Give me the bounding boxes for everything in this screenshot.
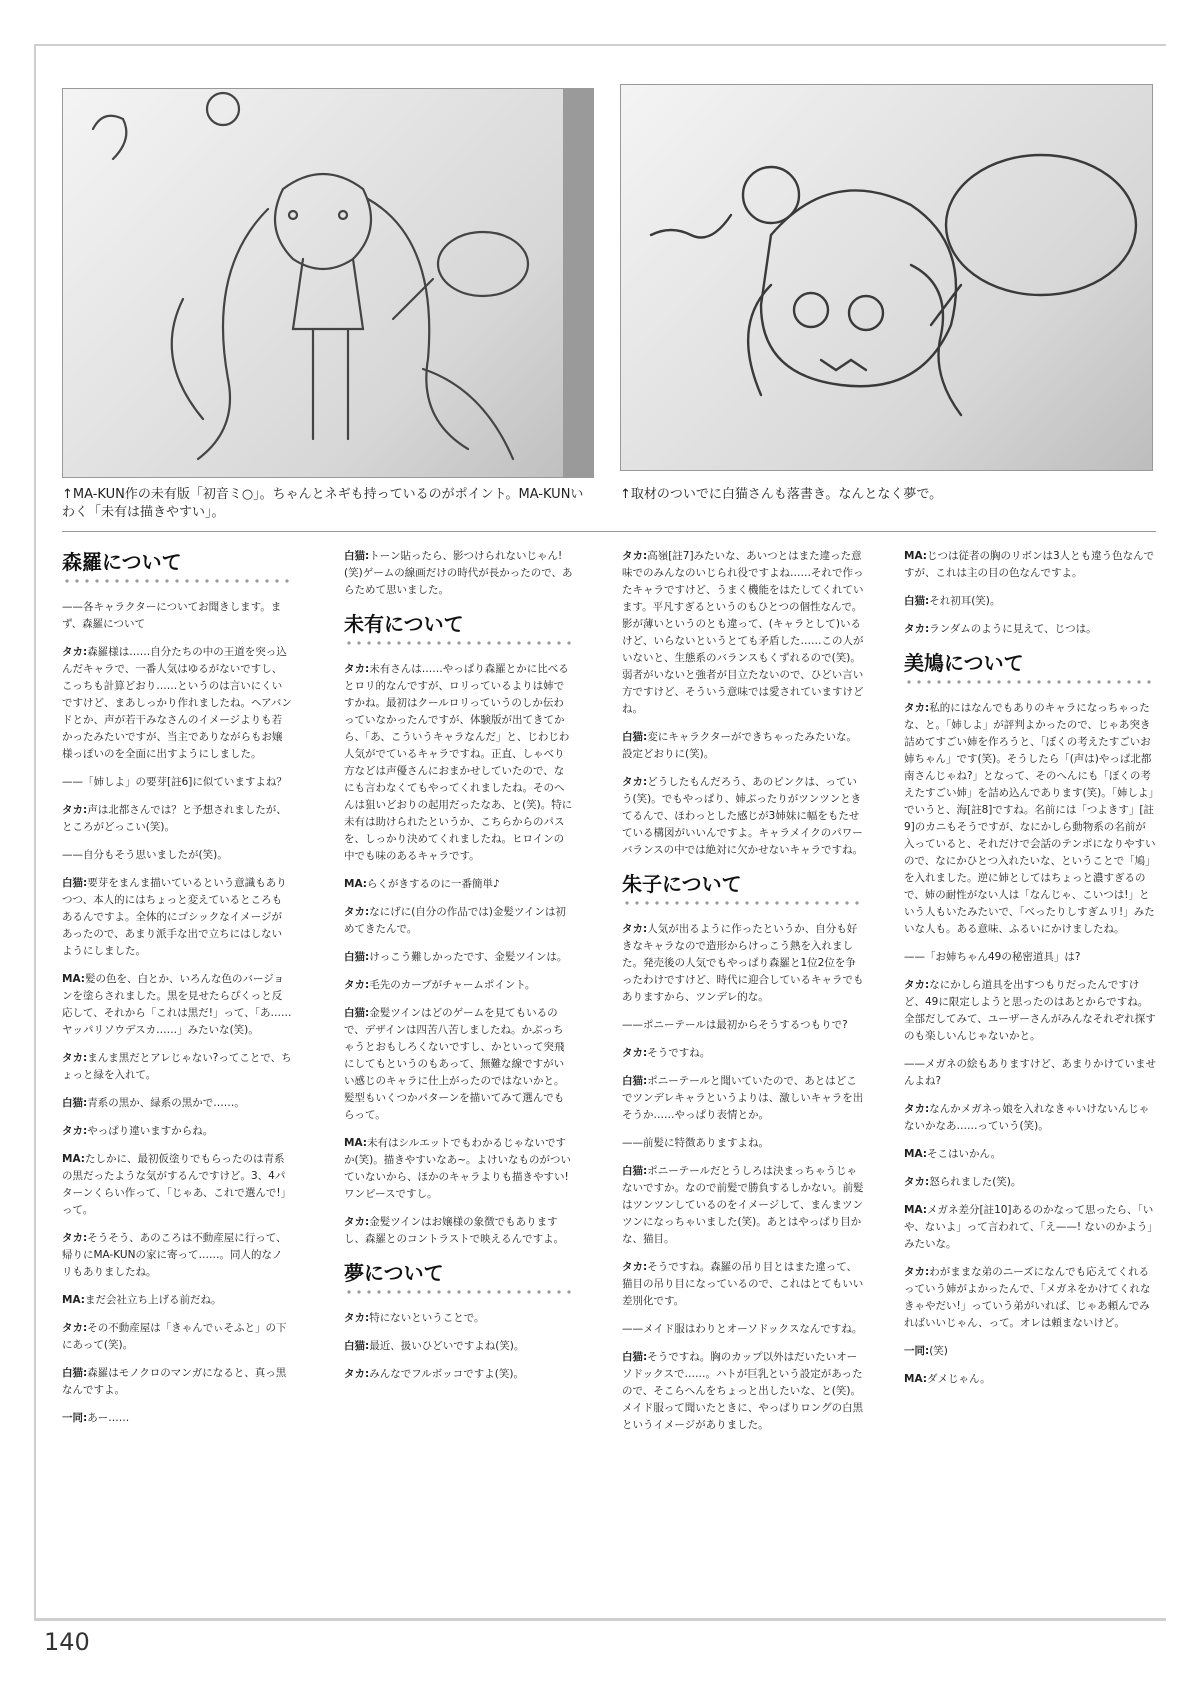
paragraph-text: 森羅様は……自分たちの中の王道を突っ込んだキャラで、一番人気はゆるがないですし、こっちも計算どおり……というのは言いにくいですけど、まあしっかり作れましたね。ヘアバンドとか、声が若干みなさんのイメージよりも若かったみたいですが、当主でありながらもお嬢様っぽいのを全面に出すようにしました。 xyxy=(62,646,292,760)
paragraph-text: なにかしら道具を出すつもりだったんですけど、49に限定しようと思ったのはあとからですね。全部だしてみて、ユーザーさんがみんなそれぞれ探すのも楽しいんじゃないかと。 xyxy=(904,979,1156,1042)
paragraph-text: 人気が出るように作ったというか、自分も好きなキャラなので造形からけっこう熱を入れました。発売後の人気でもやっぱり森羅と1位2位を争ったわけですけど、時代に迎合しているキャラでもありますから、ツンデレ的な。 xyxy=(622,923,864,1003)
interview-paragraph xyxy=(622,1135,864,1152)
heading-dotted-rule xyxy=(344,1288,574,1296)
section-heading: 美鳩について xyxy=(904,651,1024,675)
paragraph-text: そうそう、あのころは不動産屋に行って、帰りにMA-KUNの家に寄って……。同人的なノリもありましたね。 xyxy=(62,1232,287,1278)
text-column-2 xyxy=(344,548,574,1394)
speaker-label: 白猫: xyxy=(344,951,370,963)
speaker-label: タカ: xyxy=(904,702,930,714)
paragraph-text: ——「姉しよ」の要芽[註6]に似ていますよね？ xyxy=(62,776,287,788)
paragraph-text: 毛先のカーブがチャームポイント。 xyxy=(369,979,536,991)
paragraph-text: メガネ差分[註10]あるのかなって思ったら、「いや、ないよ」って言われて、「え——! ないのかよう」みたいな。 xyxy=(904,1204,1154,1250)
paragraph-text: (笑) xyxy=(929,1345,948,1357)
speaker-label: タカ: xyxy=(622,1047,648,1059)
interview-paragraph xyxy=(904,977,1156,1045)
interview-paragraph xyxy=(622,1259,864,1310)
section-divider xyxy=(62,531,1156,532)
paragraph-text: らくがきするのに一番簡単♪ xyxy=(366,878,500,890)
speaker-label: 白猫: xyxy=(622,1351,648,1363)
interview-paragraph xyxy=(344,1135,574,1203)
interview-paragraph xyxy=(622,774,864,859)
paragraph-text: ポニーテールと聞いていたので、あとはどこでツンデレキャラというよりは、激しいキャラを出そうか……やっぱり表情とか。 xyxy=(622,1075,864,1121)
speaker-label: MA: xyxy=(904,1204,927,1216)
paragraph-text: ダメじゃん。 xyxy=(926,1373,991,1385)
interview-paragraph xyxy=(904,1101,1156,1135)
paragraph-text: 変にキャラクターができちゃったみたいな。設定どおりに(笑)。 xyxy=(622,731,857,760)
section-heading: 朱子について xyxy=(622,872,742,896)
whiteboard-doodle-drawing xyxy=(63,89,593,477)
paragraph-text: ——メガネの絵もありますけど、あまりかけていませんよね? xyxy=(904,1058,1156,1087)
interview-paragraph xyxy=(622,548,864,718)
paragraph-text: 高嶺[註7]みたいな、あいつとはまた違った意味でのみんなのいじられ役ですよね……それで作ったキャラですけど、うまく機能をはたしてくれています。平凡すぎるというのもひとつの個性なんで。影が薄いというのとも違って、(キャラとして)いるけど、いらないというとても矛盾した……この人がいないと、生態系のバランスもくずれるので(笑)。弱者がいないと強者が目立たないので、ひどい言い方ですけど、そういう意味では愛されていますけどね。 xyxy=(622,550,864,715)
paragraph-text: たしかに、最初仮塗りでもらったのは青系の黒だったような気がするんですけど。3、4パターンくらい作って、「じゃあ、これで選んで!」って。 xyxy=(62,1153,292,1216)
whiteboard-photo-hatsune xyxy=(62,88,594,478)
paragraph-text: ——各キャラクターについてお聞きします。まず、森羅について xyxy=(62,601,282,630)
photo-caption-right: ↑取材のついでに白猫さんも落書き。なんとなく夢で。 xyxy=(620,487,943,502)
interview-paragraph xyxy=(904,1202,1156,1253)
interview-paragraph xyxy=(622,1349,864,1434)
speaker-label: 白猫: xyxy=(622,1165,648,1177)
speaker-label: タカ: xyxy=(904,979,930,991)
interview-paragraph xyxy=(344,548,574,599)
speaker-label: タカ: xyxy=(622,1261,648,1273)
paragraph-text: 森羅はモノクロのマンガになると、真っ黒なんですよ。 xyxy=(62,1367,287,1396)
speaker-label: MA: xyxy=(62,1294,85,1306)
paragraph-text: 金髪ツインはどのゲームを見てもいるので、デザインは四苦八苦しましたね。かぶっちゃうとおもしろくないですし、かといって突飛にしてもというのもあって、無難な線ですがいい感じのキャラに仕上がったのではないかと。髪型もいくつかパターンを描いてみて選んでもらって。 xyxy=(344,1007,565,1121)
paragraph-text: どうしたもんだろう、あのピンクは、っていう(笑)。でもやっぱり、姉ぶったりがツンツンときてるんで、ほわっとした感じが3姉妹に幅をもたせている構図がいいんですよ。キャラメイクのパワーバランスの中では絶対に欠かせないキャラですね。 xyxy=(622,776,864,856)
interview-paragraph xyxy=(622,1321,864,1338)
speaker-label: タカ: xyxy=(904,1266,930,1278)
speaker-label: タカ: xyxy=(904,623,930,635)
paragraph-text: 声は北都さんでは？と予想されましたが、ところがどっこい(笑)。 xyxy=(62,804,287,833)
interview-paragraph xyxy=(904,1371,1156,1388)
paragraph-text: そうですね。森羅の吊り目とはまた違って、猫目の吊り目になっているので、これはとてもいい差別化です。 xyxy=(622,1261,864,1307)
speaker-label: タカ: xyxy=(62,646,88,658)
text-column-4 xyxy=(904,548,1156,1399)
interview-paragraph xyxy=(622,1017,864,1034)
speaker-label: 白猫: xyxy=(904,595,930,607)
section-heading: 未有について xyxy=(344,612,464,636)
speaker-label: タカ: xyxy=(904,1103,930,1115)
interview-paragraph xyxy=(62,1230,292,1281)
speaker-label: 白猫: xyxy=(622,731,648,743)
heading-dotted-rule xyxy=(62,577,292,585)
paragraph-text: けっこう難しかったです、金髪ツインは。 xyxy=(369,951,568,963)
paragraph-text: ポニーテールだとうしろは決まっちゃうじゃないですか。なので前髪で勝負するしかない。前髪はツンツンしているのをイメージして、まんまツンツンになっちゃいました(笑)。あとはやっぱり目かな、猫目。 xyxy=(622,1165,864,1245)
interview-paragraph xyxy=(62,599,292,633)
interview-paragraph xyxy=(344,904,574,938)
paragraph-text: 金髪ツインはお嬢様の象徴でもありますし、森羅とのコントラストで映えるんですよ。 xyxy=(344,1216,565,1245)
speaker-label: 白猫: xyxy=(62,1367,88,1379)
paragraph-text: まんま黒だとアレじゃない?ってことで、ちょっと緑を入れて。 xyxy=(62,1052,292,1081)
speaker-label: タカ: xyxy=(62,1052,88,1064)
paragraph-text: 未有はシルエットでもわかるじゃないですか(笑)。描きやすいなあ~。よけいなものがついていないから、ほかのキャラよりも描きやすい!ワンピースですし。 xyxy=(344,1137,571,1200)
interview-paragraph xyxy=(62,774,292,791)
interview-paragraph xyxy=(904,593,1156,610)
interview-paragraph xyxy=(904,700,1156,938)
interview-paragraph xyxy=(904,1264,1156,1332)
paragraph-text: ——自分もそう思いましたが(笑)。 xyxy=(62,849,228,861)
paragraph-text: それ初耳(笑)。 xyxy=(929,595,1001,607)
paragraph-text: そうですね。胸のカップ以外はだいたいオーソドックスで……。ハトが巨乳という設定があったので、そこらへんをちょっと出したいな、と(笑)。メイド服って聞いたときに、やっぱりロングの白黒というイメージがありました。 xyxy=(622,1351,864,1431)
interview-paragraph xyxy=(344,977,574,994)
section-heading: 森羅について xyxy=(62,550,182,574)
interview-paragraph xyxy=(62,971,292,1039)
speaker-label: MA: xyxy=(344,878,367,890)
photo-caption-left: ↑MA-KUN作の未有版「初音ミ○」。ちゃんとネギも持っているのがポイント。MA-KUNいわく「未有は描きやすい」。 xyxy=(62,487,584,520)
speaker-label: 一同: xyxy=(904,1345,930,1357)
paragraph-text: 私的にはなんでもありのキャラになっちゃったな、と。「姉しよ」が評判よかったので、じゃあ突き詰めてすごい姉を作ろうと、「ぼくの考えたすごいお姉ちゃん」です(笑)。そうしたら「(声は)やっぱ北都南さんじゃね?」となって、そのへんにも「ぼくの考えたすごい姉」を詰め込んであります(笑)。「姉しよ」でいうと、海[註8]ですね。名前には「つよきす」[註9]のカニもそうですが、なにかしら動物系の名前が入っていると、それだけで会話のテンポになりやすいので、なにかひとつ入れたいな、ということで「鳩」を入れました。逆に姉としてはちょっと濃すぎるので、姉の耐性がない人は「なんじゃ、こいつは!」という人もいたみたいで、「べったりしすぎムリ!」みたいな人も。ある意味、ふるいにかけましたね。 xyxy=(904,702,1156,935)
paragraph-text: わがままな弟のニーズになんでも応えてくれるっていう姉がよかったんで、「メガネをかけてくれなきゃやだい!」っていう弟がいれば、じゃあ頼んでみればいいじゃん、って。オレは頼まないけど。 xyxy=(904,1266,1151,1329)
speaker-label: 一同: xyxy=(62,1412,88,1424)
speaker-label: MA: xyxy=(904,1148,927,1160)
interview-paragraph xyxy=(62,1410,292,1427)
interview-paragraph xyxy=(344,1310,574,1327)
paragraph-text: そうですね。 xyxy=(647,1047,711,1059)
interview-paragraph xyxy=(344,1005,574,1124)
interview-paragraph xyxy=(904,1056,1156,1090)
speaker-label: 白猫: xyxy=(344,1007,370,1019)
paragraph-text: ——ポニーテールは最初からそうするつもりで? xyxy=(622,1019,848,1031)
interview-paragraph xyxy=(622,729,864,763)
interview-paragraph xyxy=(62,1365,292,1399)
speaker-label: タカ: xyxy=(904,1176,930,1188)
speaker-label: タカ: xyxy=(62,1125,88,1137)
speaker-label: タカ: xyxy=(62,1322,88,1334)
speaker-label: 白猫: xyxy=(62,1097,88,1109)
interview-paragraph xyxy=(62,1320,292,1354)
text-column-3 xyxy=(622,548,864,1445)
interview-paragraph xyxy=(622,1073,864,1124)
heading-dotted-rule xyxy=(622,899,864,907)
interview-paragraph xyxy=(904,1146,1156,1163)
speaker-label: タカ: xyxy=(344,1368,370,1380)
interview-paragraph xyxy=(62,847,292,864)
paragraph-text: あー…… xyxy=(87,1412,130,1424)
interview-paragraph xyxy=(622,1045,864,1062)
speaker-label: タカ: xyxy=(344,906,370,918)
paragraph-text: 最近、扱いひどいですよね(笑)。 xyxy=(369,1340,525,1352)
paragraph-text: トーン貼ったら、影つけられないじゃん!(笑)ゲームの線画だけの時代が長かったので、あらためて思いました。 xyxy=(344,550,573,596)
paragraph-text: 特にないということで。 xyxy=(369,1312,485,1324)
section-heading: 夢について xyxy=(344,1261,444,1285)
speaker-label: タカ: xyxy=(622,550,648,562)
speaker-label: 白猫: xyxy=(622,1075,648,1087)
whiteboard-photo-shironeko xyxy=(620,84,1153,471)
interview-paragraph xyxy=(904,621,1156,638)
interview-paragraph xyxy=(904,949,1156,966)
whiteboard-doodle-drawing xyxy=(621,85,1152,470)
interview-paragraph xyxy=(344,1214,574,1248)
speaker-label: 白猫: xyxy=(62,877,88,889)
speaker-label: タカ: xyxy=(62,1232,88,1244)
paragraph-text: その不動産屋は「きゃんでぃそふと」の下にあって(笑)。 xyxy=(62,1322,287,1351)
speaker-label: MA: xyxy=(62,1153,85,1165)
interview-paragraph xyxy=(622,921,864,1006)
interview-paragraph xyxy=(62,802,292,836)
speaker-label: タカ: xyxy=(622,923,648,935)
speaker-label: MA: xyxy=(904,1373,927,1385)
interview-paragraph xyxy=(62,644,292,763)
speaker-label: タカ: xyxy=(344,979,370,991)
paragraph-text: 髪の色を、白とか、いろんな色のバージョンを塗らされました。黒を見せたらぴくっと反応して、それから「これは黒だ!」って、「あ……ヤッパリソウデスカ……」みたいな(笑)。 xyxy=(62,973,292,1036)
interview-paragraph xyxy=(62,1123,292,1140)
interview-paragraph xyxy=(62,875,292,960)
speaker-label: 白猫: xyxy=(344,550,370,562)
interview-paragraph xyxy=(904,1343,1156,1360)
interview-paragraph xyxy=(62,1095,292,1112)
interview-paragraph xyxy=(344,661,574,865)
paragraph-text: 怒られました(笑)。 xyxy=(929,1176,1022,1188)
heading-dotted-rule xyxy=(344,639,574,647)
speaker-label: MA: xyxy=(62,973,85,985)
paragraph-text: ——メイド服はわりとオーソドックスなんですね。 xyxy=(622,1323,863,1335)
speaker-label: タカ: xyxy=(62,804,88,816)
paragraph-text: 未有さんは……やっぱり森羅とかに比べるとロリ的なんですが、ロリっているよりは姉ですかね。最初はクールロリっていうのしか伝わっていなかったんですが、体験版が出てきてから、「あ、こういうキャラなんだ」と、じわじわ人気がでているキャラですね。正直、しゃべり方などは声優さんにおまかせしていたので、なにも言わなくてもやってくれましたね。そのへんは狙いどおりの起用だったなあ、と(笑)。特に未有は助けられたというか、こちらからのパスを、しっかり決めてくれましたね。ヒロインの中でも味のあるキャラです。 xyxy=(344,663,573,862)
paragraph-text: なにげに(自分の作品では)金髪ツインは初めてきたんで。 xyxy=(344,906,566,935)
interview-paragraph xyxy=(344,1366,574,1383)
paragraph-text: なんかメガネっ娘を入れなきゃいけないんじゃないかなあ……っていう(笑)。 xyxy=(904,1103,1150,1132)
interview-paragraph xyxy=(344,1338,574,1355)
interview-paragraph xyxy=(622,1163,864,1248)
interview-paragraph xyxy=(62,1050,292,1084)
speaker-label: タカ: xyxy=(344,663,370,675)
text-column-1 xyxy=(62,548,292,1438)
paragraph-text: 青系の黒か、緑系の黒かで……。 xyxy=(87,1097,245,1109)
speaker-label: タカ: xyxy=(344,1216,370,1228)
interview-paragraph xyxy=(344,876,574,893)
paragraph-text: やっぱり違いますからね。 xyxy=(87,1125,214,1137)
paragraph-text: ランダムのように見えて、じつは。 xyxy=(929,623,1097,635)
interview-paragraph xyxy=(62,1151,292,1219)
interview-paragraph xyxy=(904,1174,1156,1191)
speaker-label: MA: xyxy=(344,1137,367,1149)
paragraph-text: じつは従者の胸のリボンは3人とも違う色なんですが、これは主の目の色なんですよ。 xyxy=(904,550,1155,579)
interview-paragraph xyxy=(904,548,1156,582)
heading-dotted-rule xyxy=(904,678,1156,686)
speaker-label: MA: xyxy=(904,550,927,562)
paragraph-text: まだ会社立ち上げる前だね。 xyxy=(84,1294,222,1306)
paragraph-text: ——「お姉ちゃん49の秘密道具」は? xyxy=(904,951,1081,963)
speaker-label: 白猫: xyxy=(344,1340,370,1352)
paragraph-text: そこはいかん。 xyxy=(926,1148,1002,1160)
interview-paragraph xyxy=(62,1292,292,1309)
page-number: 140 xyxy=(44,1628,90,1656)
speaker-label: タカ: xyxy=(622,776,648,788)
interview-paragraph xyxy=(344,949,574,966)
paragraph-text: 要芽をまんま描いているという意識もありつつ、本人的にはちょっと変えているところもあるんですよ。全体的にゴシックなイメージがあったので、あまり派手な出で立ちにはしないようにしました。 xyxy=(62,877,287,957)
paragraph-text: ——前髪に特徴ありますよね。 xyxy=(622,1137,769,1149)
speaker-label: タカ: xyxy=(344,1312,370,1324)
paragraph-text: みんなでフルボッコですよ(笑)。 xyxy=(369,1368,524,1380)
